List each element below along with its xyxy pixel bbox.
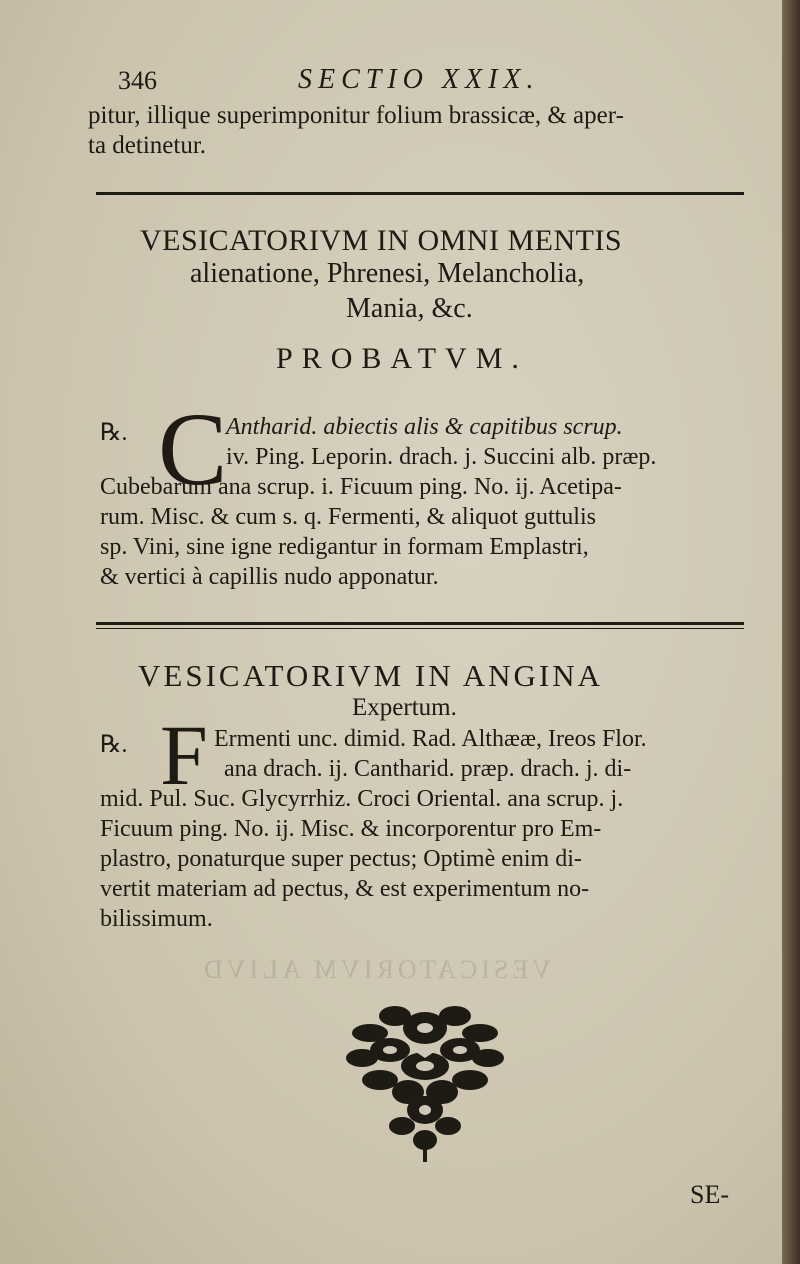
recipe2-heading: VESICATORIVM IN ANGINA [138, 658, 603, 693]
page-number: 346 [118, 66, 157, 95]
recipe2-rx-symbol: ℞. [100, 732, 128, 758]
recipe2-line-4: Ficuum ping. No. ij. Misc. & incorporentur pro Em- [100, 816, 602, 842]
recipe1-line-1: Antharid. abiectis alis & capitibus scrup. [226, 414, 623, 440]
recipe1-line-2: iv. Ping. Leporin. drach. j. Succini alb. præp. [226, 444, 657, 470]
recipe1-line-4: rum. Misc. & cum s. q. Fermenti, & aliquot guttulis [100, 504, 596, 530]
recipe1-line-5: sp. Vini, sine igne redigantur in formam Emplastri, [100, 534, 589, 560]
recipe1-dropcap: C [158, 392, 228, 507]
catchword: SE- [690, 1180, 729, 1209]
section-title: SECTIO XXIX. [298, 64, 540, 95]
recipe2-line-2: ana drach. ij. Cantharid. præp. drach. j. di- [224, 756, 632, 782]
recipe2-line-1: Ermenti unc. dimid. Rad. Althææ, Ireos Flor. [214, 726, 647, 752]
recipe2-line-6: vertit materiam ad pectus, & est experimentum no- [100, 876, 590, 902]
recipe1-subheading-2: Mania, &c. [346, 293, 473, 324]
recipe2-subheading: Expertum. [352, 694, 457, 721]
recipe1-line-3: Cubebarum ana scrup. i. Ficuum ping. No. ij. Acetipa- [100, 474, 622, 500]
section-divider-2-thin [96, 628, 744, 629]
recipe2-dropcap: F [160, 707, 208, 803]
recipe2-line-5: plastro, ponaturque super pectus; Optimè enim di- [100, 846, 582, 872]
page-gutter [782, 0, 800, 1264]
recipe1-heading: VESICATORIVM IN OMNI MENTIS [140, 224, 623, 257]
section-divider-1 [96, 192, 744, 195]
intro-line-2: ta detinetur. [88, 132, 207, 159]
recipe2-line-7: bilissimum. [100, 906, 213, 932]
recipe1-line-6: & vertici à capillis nudo apponatur. [100, 564, 439, 590]
recipe2-line-3: mid. Pul. Suc. Glycyrrhiz. Croci Oriental. ana scrup. j. [100, 786, 624, 812]
recipe1-rx-symbol: ℞. [100, 420, 128, 446]
section-divider-2 [96, 622, 744, 625]
show-through-text: VESICATORIVM ALIVD [200, 955, 552, 984]
recipe1-probatum: PROBATVM. [276, 342, 528, 375]
intro-line-1: pitur, illique superimponitur folium brassicæ, & aper- [88, 102, 624, 129]
recipe1-subheading: alienatione, Phrenesi, Melancholia, [190, 258, 585, 289]
floral-ornament-icon [340, 988, 510, 1168]
